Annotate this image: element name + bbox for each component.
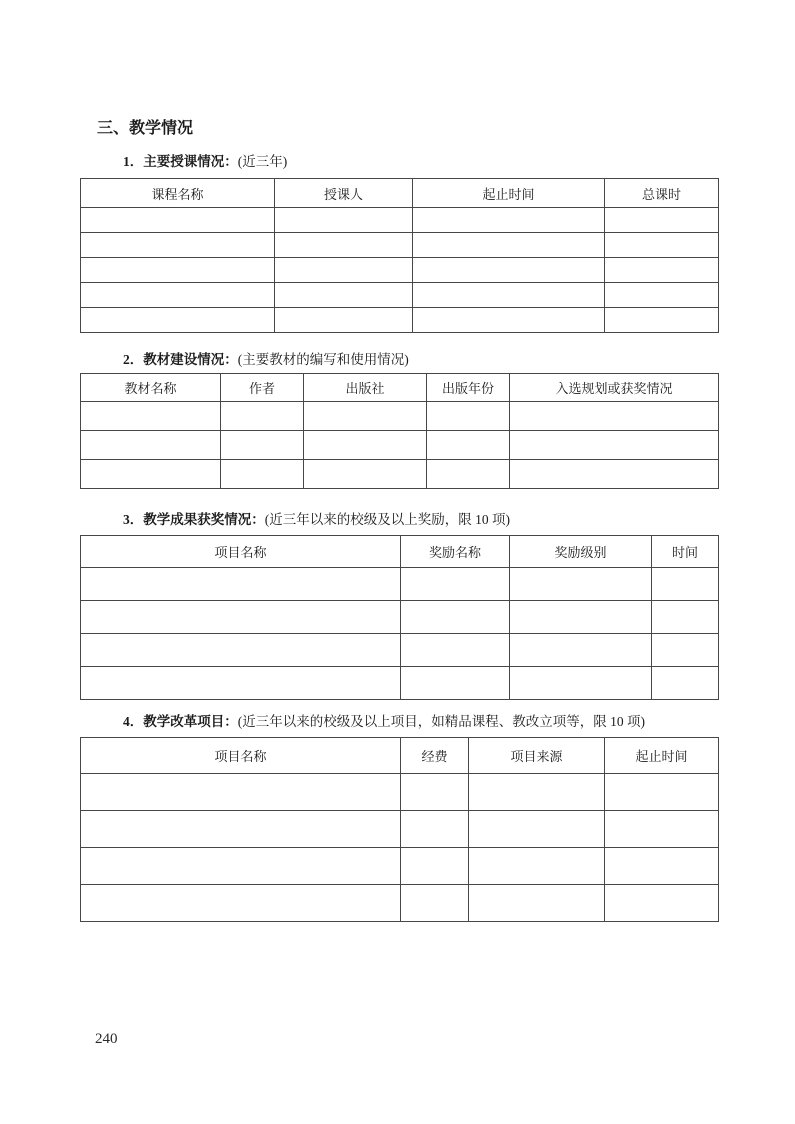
column-header: 项目来源: [469, 738, 605, 774]
column-header: 起止时间: [605, 738, 719, 774]
column-header: 奖励级别: [510, 536, 652, 568]
empty-cell: [413, 308, 605, 333]
empty-cell: [81, 774, 401, 811]
subsection-heading-4-label: 4．教学改革项目：: [123, 714, 238, 729]
empty-cell: [401, 885, 469, 922]
empty-cell: [81, 402, 221, 431]
empty-cell: [81, 885, 401, 922]
empty-cell: [510, 402, 719, 431]
course-table-header-row: [81, 179, 719, 208]
empty-cell: [81, 634, 401, 667]
column-header: 时间: [652, 536, 719, 568]
table-row: [81, 258, 719, 283]
empty-cell: [605, 283, 719, 308]
empty-cell: [81, 431, 221, 460]
empty-cell: [81, 308, 275, 333]
column-header: 项目名称: [81, 738, 401, 774]
table-row: [81, 667, 719, 700]
column-header: 项目名称: [81, 536, 401, 568]
column-header: 作者: [221, 374, 304, 402]
empty-cell: [401, 568, 510, 601]
empty-cell: [413, 208, 605, 233]
column-header: 课程名称: [81, 179, 275, 208]
empty-cell: [469, 848, 605, 885]
award-table-header-row: [81, 536, 719, 568]
empty-cell: [413, 233, 605, 258]
empty-cell: [510, 431, 719, 460]
subsection-heading-2: [123, 348, 409, 368]
empty-cell: [275, 258, 413, 283]
table-row: [81, 601, 719, 634]
empty-cell: [401, 811, 469, 848]
table-row: [81, 308, 719, 333]
empty-cell: [401, 601, 510, 634]
subsection-heading-3-label: 3．教学成果获奖情况：: [123, 512, 265, 527]
textbook-table: [80, 373, 719, 489]
column-header: 总课时: [605, 179, 719, 208]
empty-cell: [427, 431, 510, 460]
table-row: [81, 283, 719, 308]
column-header: 出版年份: [427, 374, 510, 402]
table-row: [81, 848, 719, 885]
empty-cell: [605, 258, 719, 283]
empty-cell: [427, 402, 510, 431]
project-table-header-row: [81, 738, 719, 774]
empty-cell: [605, 811, 719, 848]
empty-cell: [427, 460, 510, 489]
page-number: 240: [95, 1031, 118, 1047]
table-row: [81, 774, 719, 811]
empty-cell: [401, 774, 469, 811]
column-header: 授课人: [275, 179, 413, 208]
empty-cell: [221, 402, 304, 431]
empty-cell: [469, 811, 605, 848]
empty-cell: [652, 568, 719, 601]
column-header: 教材名称: [81, 374, 221, 402]
table-row: [81, 460, 719, 489]
empty-cell: [275, 233, 413, 258]
subsection-heading-2-label: 2．教材建设情况：: [123, 352, 238, 367]
textbook-table-header-row: [81, 374, 719, 402]
empty-cell: [401, 634, 510, 667]
empty-cell: [413, 258, 605, 283]
table-row: [81, 634, 719, 667]
subsection-heading-1-label: 1．主要授课情况：: [123, 154, 238, 169]
column-header: 奖励名称: [401, 536, 510, 568]
empty-cell: [81, 460, 221, 489]
empty-cell: [510, 667, 652, 700]
award-table: [80, 535, 719, 700]
empty-cell: [401, 848, 469, 885]
empty-cell: [652, 667, 719, 700]
subsection-heading-1-note: (近三年): [237, 154, 288, 169]
empty-cell: [605, 774, 719, 811]
table-row: [81, 811, 719, 848]
empty-cell: [605, 885, 719, 922]
section-title: 三、教学情况: [97, 120, 194, 137]
empty-cell: [81, 568, 401, 601]
empty-cell: [605, 848, 719, 885]
empty-cell: [81, 601, 401, 634]
empty-cell: [81, 208, 275, 233]
empty-cell: [605, 233, 719, 258]
table-row: [81, 402, 719, 431]
column-header: 入选规划或获奖情况: [510, 374, 719, 402]
course-table: [80, 178, 719, 333]
empty-cell: [510, 634, 652, 667]
subsection-heading-4-note: (近三年以来的校级及以上项目，如精品课程、教改立项等，限 10 项): [237, 714, 645, 729]
empty-cell: [401, 667, 510, 700]
empty-cell: [652, 634, 719, 667]
subsection-heading-3-note: (近三年以来的校级及以上奖励，限 10 项): [264, 512, 510, 527]
column-header: 起止时间: [413, 179, 605, 208]
empty-cell: [605, 308, 719, 333]
empty-cell: [81, 258, 275, 283]
empty-cell: [275, 308, 413, 333]
empty-cell: [275, 208, 413, 233]
subsection-heading-4: [123, 710, 645, 730]
empty-cell: [605, 208, 719, 233]
subsection-heading-1: [123, 150, 287, 170]
empty-cell: [221, 431, 304, 460]
empty-cell: [81, 233, 275, 258]
empty-cell: [275, 283, 413, 308]
table-row: [81, 208, 719, 233]
subsection-heading-3: [123, 508, 510, 528]
empty-cell: [221, 460, 304, 489]
empty-cell: [510, 460, 719, 489]
empty-cell: [469, 885, 605, 922]
empty-cell: [81, 283, 275, 308]
empty-cell: [304, 402, 427, 431]
column-header: 经费: [401, 738, 469, 774]
empty-cell: [469, 774, 605, 811]
project-table: [80, 737, 719, 922]
column-header: 出版社: [304, 374, 427, 402]
subsection-heading-2-note: (主要教材的编写和使用情况): [237, 352, 409, 367]
empty-cell: [304, 431, 427, 460]
empty-cell: [81, 667, 401, 700]
table-row: [81, 431, 719, 460]
empty-cell: [652, 601, 719, 634]
table-row: [81, 568, 719, 601]
empty-cell: [413, 283, 605, 308]
table-row: [81, 885, 719, 922]
empty-cell: [304, 460, 427, 489]
empty-cell: [510, 568, 652, 601]
empty-cell: [81, 811, 401, 848]
empty-cell: [81, 848, 401, 885]
table-row: [81, 233, 719, 258]
empty-cell: [510, 601, 652, 634]
